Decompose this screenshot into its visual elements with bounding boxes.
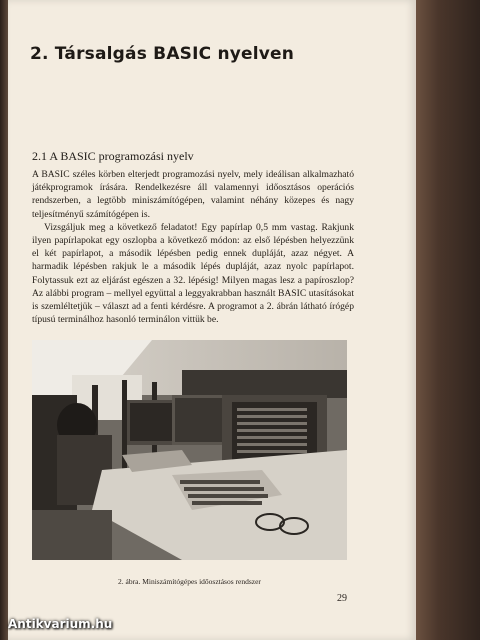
- body-text: [32, 168, 354, 326]
- figure-photo: [32, 340, 347, 560]
- page-number: 29: [337, 593, 347, 604]
- book-spine: [416, 0, 480, 640]
- figure-caption: 2. ábra. Miniszámítógépes időosztásos rendszer: [118, 577, 261, 586]
- chapter-title: 2. Társalgás BASIC nyelven: [30, 44, 295, 64]
- watermark: Antikvarium.hu: [8, 617, 113, 631]
- paragraph-1: A BASIC széles körben elterjedt programozási nyelv, mely ideálisan alkalmazható játékprogramok írására. Rendelkezésre áll valamennyi időosztásos operációs rendszerben, a legtöbb miniszámítógépen, valamint néhány közepes és nagy teljesítményű számítógépen is.: [32, 169, 354, 220]
- paragraph-2: Vizsgáljuk meg a következő feladatot! Egy papírlap 0,5 mm vastag. Rakjunk ilyen papírlapokat egy oszlopba a következő módon: az első lépésben helyezzünk el két papírlapot, a második lépésben pedig ennek dupláját, azaz négyet. A harmadik lépésben rakjuk le a második lépés dupláját, azaz nyolc papírlapot. Folytassuk ezt az eljárást egészen a 32. lépésig! Milyen magas lesz a papíroszlop? Az alábbi program – mellyel együttal a leggyakrabban használt BASIC utasításokat is szemléltetjük – választ ad a fenti kérdésre. A programot a 2. ábrán látható írógép típusú terminálhoz hasonló terminálon vittük be.: [32, 221, 354, 326]
- book-left-edge: [0, 0, 8, 640]
- terminal-room-photo: [32, 340, 347, 560]
- section-title: 2.1 A BASIC programozási nyelv: [32, 149, 194, 163]
